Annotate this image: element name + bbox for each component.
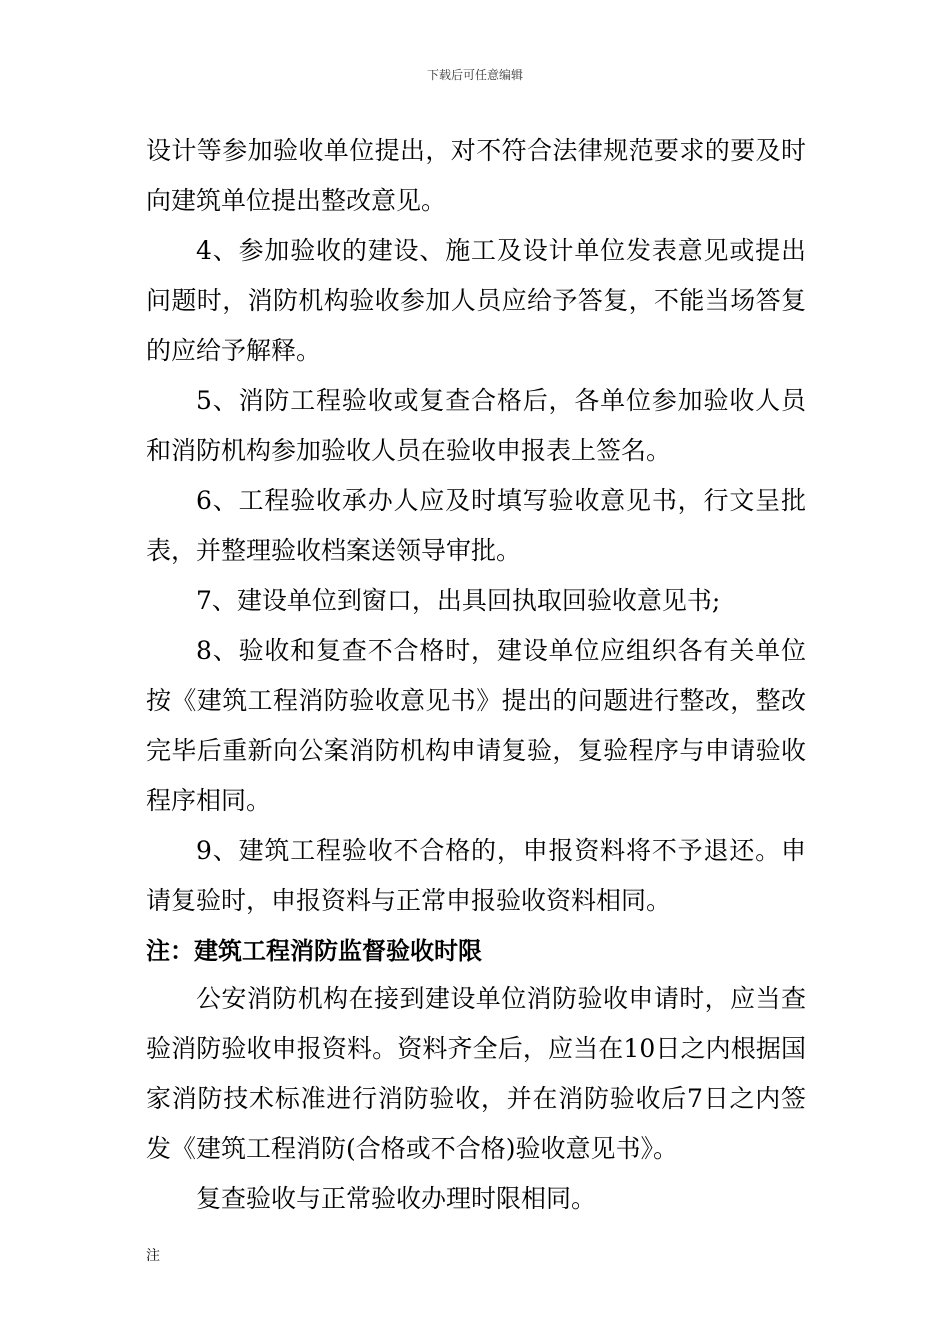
paragraph-continuation: 设计等参加验收单位提出，对不符合法律规范要求的要及时向建筑单位提出整改意见。: [146, 136, 806, 215]
paragraph-item-4: 4、参加验收的建设、施工及设计单位发表意见或提出问题时，消防机构验收参加人员应给予答复，不能当场答复的应给予解释。: [146, 236, 806, 365]
paragraph-item-5: 5、消防工程验收或复查合格后，各单位参加验收人员和消防机构参加验收人员在验收申报表上签名。: [146, 386, 806, 465]
note-title: 注：建筑工程消防监督验收时限: [146, 937, 482, 965]
paragraph-item-9: 9、建筑工程验收不合格的，申报资料将不予退还。申请复验时，申报资料与正常申报验收资料相同。: [146, 836, 806, 915]
note-body-paragraph-2: 复查验收与正常验收办理时限相同。: [196, 1184, 597, 1213]
page-header: 下载后可任意编辑: [426, 68, 523, 82]
paragraph-item-8: 8、验收和复查不合格时，建设单位应组织各有关单位按《建筑工程消防验收意见书》提出的问题进行整改，整改完毕后重新向公案消防机构申请复验，复验程序与申请验收程序相同。: [146, 636, 806, 815]
paragraph-item-6: 6、工程验收承办人应及时填写验收意见书，行文呈批表，并整理验收档案送领导审批。: [146, 486, 806, 565]
paragraph-item-7: 7、建设单位到窗口，出具回执取回验收意见书;: [196, 586, 721, 615]
document-body: [146, 126, 806, 1224]
note-body-paragraph: 公安消防机构在接到建设单位消防验收申请时，应当查验消防验收申报资料。资料齐全后，应当在10日之内根据国家消防技术标准进行消防验收，并在消防验收后7日之内签发《建筑工程消防(合格或不合格)验收意见书》。: [146, 984, 806, 1163]
page-footer: 注: [146, 1248, 160, 1264]
